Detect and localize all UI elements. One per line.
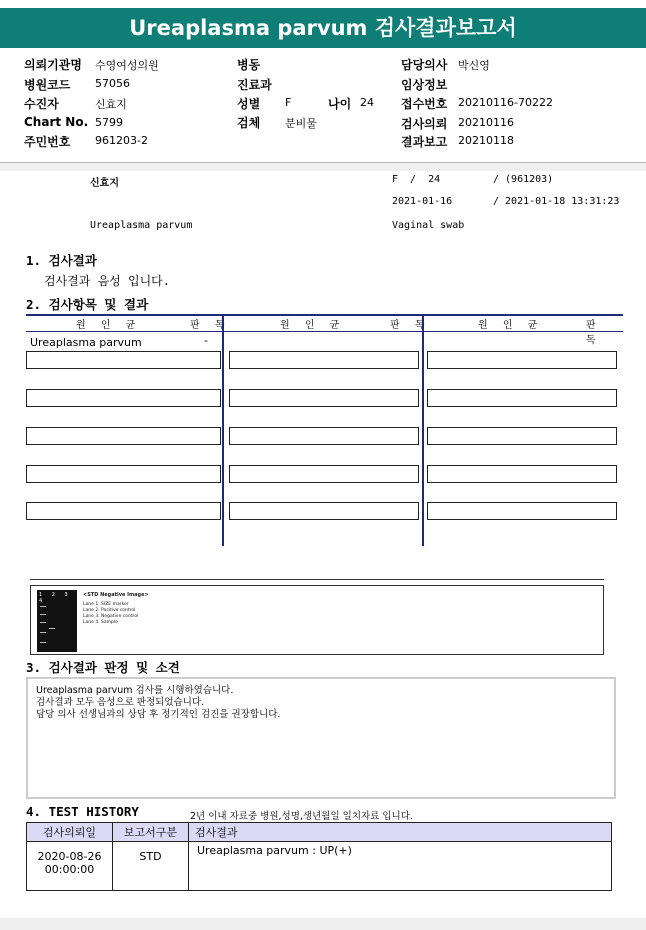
bottom-band: [0, 918, 646, 930]
history-date: 2020-08-26: [37, 850, 102, 863]
info-test-name: Ureaplasma parvum: [90, 220, 193, 231]
opinion-line: 검사결과 모두 음성으로 판정되었습니다.: [36, 697, 205, 708]
request-label: 검사의뢰: [401, 117, 448, 131]
grid-cell: [229, 389, 419, 407]
gel-legend-title: <STD Negative Image>: [83, 592, 149, 598]
grid-column-divider: [222, 314, 224, 546]
dept-label: 진료과: [237, 78, 272, 92]
report-label: 결과보고: [401, 135, 448, 149]
result-grid: [26, 314, 623, 546]
patient-label: 수진자: [24, 97, 59, 111]
opinion-line: 담당 의사 선생님과의 상담 후 정기적인 검진을 권장합니다.: [36, 709, 281, 720]
history-col-result: 검사결과: [189, 823, 612, 842]
history-date-cell: [27, 842, 113, 891]
gel-legend: [83, 592, 149, 626]
info-birth: / (961203): [493, 174, 554, 185]
grid-item-name: Ureaplasma parvum: [30, 336, 142, 349]
grid-cell: [26, 465, 221, 483]
patient-value: 신효지: [95, 98, 127, 111]
age-label: 나이: [328, 97, 352, 111]
report-header: [0, 52, 646, 160]
report-value: 20210118: [458, 134, 514, 147]
grid-cell: [427, 465, 617, 483]
grid-cell: [427, 427, 617, 445]
grid-cell: [229, 427, 419, 445]
grid-cell: [229, 465, 419, 483]
opinion-box: [26, 677, 616, 799]
grid-cell: [229, 502, 419, 520]
history-note: 2년 이내 자료중 병원,성명,생년월일 일치자료 입니다.: [190, 811, 413, 822]
specimen-value: 분비물: [285, 117, 317, 130]
history-result: Ureaplasma parvum : UP(+): [189, 842, 612, 891]
grid-column-divider: [422, 314, 424, 546]
history-type: STD: [113, 842, 189, 891]
gel-band: [40, 632, 46, 633]
gel-band: [49, 628, 55, 629]
grid-cell: [427, 351, 617, 369]
chart-value: 5799: [95, 116, 123, 129]
section1-text: 검사결과 음성 입니다.: [44, 274, 171, 288]
info-report-datetime: / 2021-01-18 13:31:23: [493, 196, 620, 207]
gel-image: [37, 590, 77, 652]
sex-label: 성별: [237, 97, 261, 111]
receipt-label: 접수번호: [401, 97, 448, 111]
grid-header-result: 판 독: [190, 320, 231, 331]
gel-band: [40, 622, 46, 623]
history-col-date: 검사의뢰일: [27, 823, 113, 842]
age-value: 24: [360, 96, 374, 109]
grid-header-divider: [26, 331, 623, 332]
section4-title: 4. TEST HISTORY: [26, 804, 139, 819]
grid-header-result: 판 독: [586, 320, 602, 346]
gel-legend-line: Lane 3. Negative control: [83, 614, 139, 619]
doctor-label: 담당의사: [401, 58, 448, 72]
section2-title: 2. 검사항목 및 결과: [26, 297, 149, 312]
receipt-value: 20210116-70222: [458, 96, 553, 109]
grid-cell: [229, 351, 419, 369]
table-row: [27, 842, 612, 891]
gel-legend-line: Lane 1. SIZE marker: [83, 602, 129, 607]
history-table: [26, 822, 612, 891]
image-top-border: [30, 579, 604, 580]
grid-cell: [427, 389, 617, 407]
gel-band: [40, 606, 46, 607]
request-value: 20210116: [458, 116, 514, 129]
report-title: Ureaplasma parvum 검사결과보고서: [0, 8, 646, 48]
info-patient-name: 신효지: [90, 178, 119, 189]
section3-title: 3. 검사결과 판정 및 소견: [26, 660, 180, 675]
clinical-label: 임상정보: [401, 78, 448, 92]
sex-value: F: [285, 96, 292, 109]
institution-value: 수영여성의원: [95, 59, 159, 72]
chart-label: Chart No.: [24, 115, 89, 129]
opinion-line: Ureaplasma parvum 검사를 시행하였습니다.: [36, 685, 234, 696]
section1-title: 1. 검사결과: [26, 253, 97, 268]
grid-header-pathogen: 원 인 균: [280, 320, 346, 331]
gel-band: [40, 642, 46, 643]
info-request-date: 2021-01-16: [392, 196, 453, 207]
doctor-value: 박신영: [458, 59, 490, 72]
info-specimen: Vaginal swab: [392, 220, 465, 231]
grid-cell: [26, 389, 221, 407]
grid-cell: [26, 502, 221, 520]
header-band: [0, 163, 646, 171]
grid-cell: [26, 427, 221, 445]
grid-cell: [427, 502, 617, 520]
grid-cell: [26, 351, 221, 369]
history-col-type: 보고서구분: [113, 823, 189, 842]
specimen-label: 검체: [237, 116, 261, 130]
ward-label: 병동: [237, 58, 261, 72]
gel-image-frame: [30, 585, 604, 655]
grid-header-result: 판 독: [390, 320, 431, 331]
grid-item-result: -: [204, 334, 208, 347]
gel-legend-line: Lane 2. Positive control: [83, 608, 136, 613]
institution-label: 의뢰기관명: [24, 58, 82, 72]
info-sex-age: F / 24: [392, 174, 441, 185]
gel-band: [40, 614, 46, 615]
history-time: 00:00:00: [44, 863, 95, 876]
grid-header-pathogen: 원 인 균: [478, 320, 544, 331]
hospital-code-value: 57056: [95, 77, 130, 90]
resident-value: 961203-2: [95, 134, 148, 147]
grid-header-pathogen: 원 인 균: [76, 320, 142, 331]
gel-legend-line: Lane 4. Sample: [83, 620, 118, 625]
gel-lane-numbers: 1 2 3 4: [39, 592, 72, 604]
resident-label: 주민번호: [24, 135, 71, 149]
hospital-code-label: 병원코드: [24, 78, 71, 92]
